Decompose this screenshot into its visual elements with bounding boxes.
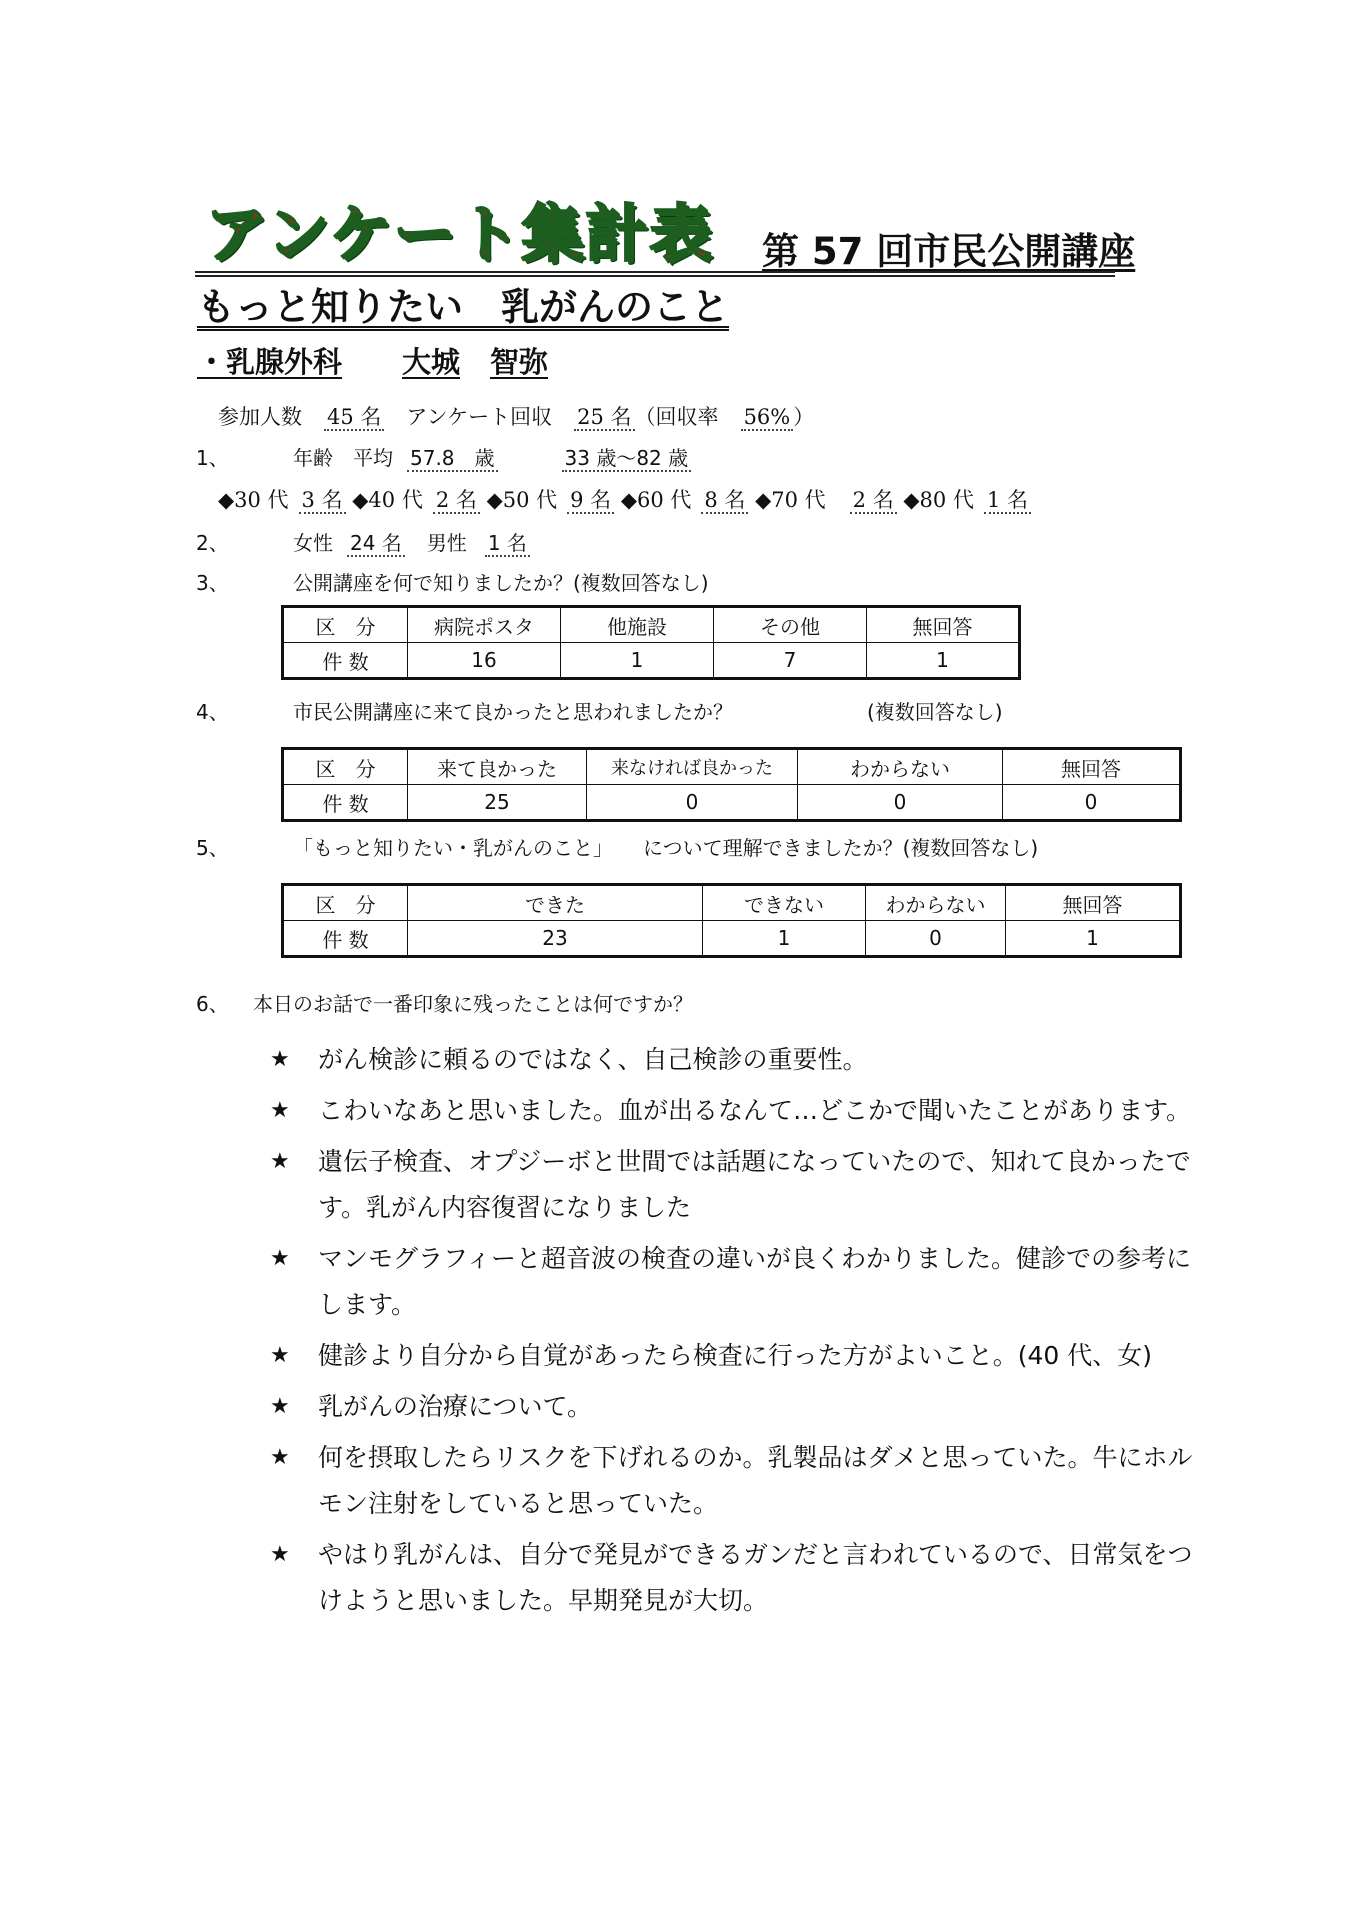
lecture-title: もっと知りたい 乳がんのこと xyxy=(197,285,730,329)
table-row xyxy=(283,921,1181,957)
q1-average: 57.8 歳 xyxy=(407,446,498,472)
table-header: 無回答 xyxy=(867,607,1020,643)
female-label: 女性 xyxy=(293,531,333,555)
list-item xyxy=(270,1435,1200,1527)
table-header: 区 分 xyxy=(283,607,408,643)
q5-question-quote: 「もっと知りたい・乳がんのこと」 xyxy=(293,836,613,860)
row-label: 件 数 xyxy=(283,921,408,957)
q6-number: 6、 xyxy=(196,992,229,1016)
table-cell: 1 xyxy=(561,643,714,679)
q3-table xyxy=(281,605,1021,680)
star-icon: ★ xyxy=(270,1445,290,1470)
speaker xyxy=(197,345,549,379)
star-icon: ★ xyxy=(270,1343,290,1368)
list-item xyxy=(270,1037,1200,1083)
list-item xyxy=(270,1384,1200,1430)
answer-text: こわいなあと思いました。血が出るなんて…どこかで聞いたことがあります。 xyxy=(318,1096,1192,1125)
participation-summary xyxy=(218,407,814,428)
table-header: できた xyxy=(408,885,703,921)
table-row xyxy=(283,643,1020,679)
table-header: 他施設 xyxy=(561,607,714,643)
decade-label: ◆40 代 xyxy=(352,488,423,512)
answer-text: 何を摂取したらリスクを下げれるのか。乳製品はダメと思っていた。牛にホルモン注射をしていると思っていた。 xyxy=(318,1443,1193,1518)
q1-decades xyxy=(218,490,1031,511)
answer-text: マンモグラフィーと超音波の検査の違いが良くわかりました。健診での参考にします。 xyxy=(318,1244,1192,1319)
q4-question: 市民公開講座に来て良かったと思われましたか？ xyxy=(293,700,733,724)
participants-label: 参加人数 xyxy=(218,405,302,429)
speaker-surname: 大城 xyxy=(402,345,461,379)
decade-value: 3 名 xyxy=(299,488,346,514)
female-value: 24 名 xyxy=(347,531,405,557)
star-icon: ★ xyxy=(270,1047,290,1072)
table-row xyxy=(283,785,1181,821)
table-header: 来なければ良かった xyxy=(587,749,798,785)
star-icon: ★ xyxy=(270,1149,290,1174)
list-item xyxy=(270,1333,1200,1379)
list-item xyxy=(270,1088,1200,1134)
answer-text: やはり乳がんは、自分で発見ができるガンだと言われているので、日常気をつけようと思いました。早期発見が大切。 xyxy=(318,1540,1193,1615)
q6-question: 本日のお話で一番印象に残ったことは何ですか？ xyxy=(253,992,693,1016)
answers-list xyxy=(270,1037,1200,1629)
star-icon: ★ xyxy=(270,1542,290,1567)
table-cell: 7 xyxy=(714,643,867,679)
decade-value: 1 名 xyxy=(984,488,1031,514)
decade-value: 9 名 xyxy=(567,488,614,514)
title-divider xyxy=(195,271,1115,277)
row-label: 件 数 xyxy=(283,643,408,679)
decade-label: ◆80 代 xyxy=(903,488,974,512)
q4-note: (複数回答なし) xyxy=(867,700,1003,724)
list-item xyxy=(270,1236,1200,1328)
q1-number: 1、 xyxy=(196,446,229,470)
table-cell: 0 xyxy=(798,785,1003,821)
table-cell: 1 xyxy=(867,643,1020,679)
q5-number: 5、 xyxy=(196,836,229,860)
q4-number: 4、 xyxy=(196,700,229,724)
participants-value: 45 名 xyxy=(324,405,384,431)
table-header: 区 分 xyxy=(283,885,408,921)
table-cell: 1 xyxy=(1006,921,1181,957)
decade-label: ◆30 代 xyxy=(218,488,289,512)
q3-number: 3、 xyxy=(196,571,229,595)
row-label: 件 数 xyxy=(283,785,408,821)
rate-prefix: （回収率 xyxy=(634,405,719,429)
answer-text: 健診より自分から自覚があったら検査に行った方がよいこと。(40 代、女) xyxy=(318,1341,1153,1370)
table-cell: 25 xyxy=(408,785,587,821)
list-item xyxy=(270,1532,1200,1624)
table-header: わからない xyxy=(798,749,1003,785)
table-cell: 0 xyxy=(1003,785,1181,821)
list-item xyxy=(270,1139,1200,1231)
table-cell: 1 xyxy=(703,921,866,957)
main-title: アンケート集計表 xyxy=(205,197,714,270)
survey-value: 25 名 xyxy=(574,405,634,431)
decade-value: 8 名 xyxy=(701,488,748,514)
rate-suffix: ） xyxy=(793,405,815,429)
q1-label: 年齢 平均 xyxy=(293,446,393,470)
q1-range: 33 歳～82 歳 xyxy=(562,446,692,472)
table-header: 無回答 xyxy=(1006,885,1181,921)
answer-text: 乳がんの治療について。 xyxy=(318,1392,593,1421)
star-icon: ★ xyxy=(270,1246,290,1271)
survey-label: アンケート回収 xyxy=(406,405,553,429)
table-header: わからない xyxy=(866,885,1006,921)
q2-number: 2、 xyxy=(196,531,229,555)
q1-age xyxy=(293,448,691,468)
star-icon: ★ xyxy=(270,1394,290,1419)
table-cell: 23 xyxy=(408,921,703,957)
q4-table xyxy=(281,747,1182,822)
table-header: 来て良かった xyxy=(408,749,587,785)
table-header: 区 分 xyxy=(283,749,408,785)
decade-label: ◆60 代 xyxy=(620,488,692,512)
male-label: 男性 xyxy=(426,531,467,555)
table-row xyxy=(283,749,1181,785)
table-row xyxy=(283,885,1181,921)
table-header: 病院ポスタ xyxy=(408,607,561,643)
decade-value: 2 名 xyxy=(850,488,897,514)
table-header: できない xyxy=(703,885,866,921)
star-icon: ★ xyxy=(270,1098,290,1123)
speaker-given-name: 智弥 xyxy=(490,345,549,379)
table-cell: 0 xyxy=(866,921,1006,957)
answer-text: がん検診に頼るのではなく、自己検診の重要性。 xyxy=(318,1045,868,1074)
answer-text: 遺伝子検査、オプジーボと世間では話題になっていたので、知れて良かったです。乳がん内容復習になりました xyxy=(318,1147,1191,1222)
table-cell: 0 xyxy=(587,785,798,821)
table-header: その他 xyxy=(714,607,867,643)
speaker-department: ・乳腺外科 xyxy=(197,345,343,379)
q5-question-rest: について理解できましたか？(複数回答なし) xyxy=(643,836,1039,860)
decade-value: 2 名 xyxy=(433,488,480,514)
lecture-series-title: 第 57 回市民公開講座 xyxy=(762,230,1136,273)
decade-label: ◆70 代 xyxy=(755,488,826,512)
q5-question xyxy=(293,838,1038,858)
q2-gender xyxy=(293,533,530,553)
decade-label: ◆50 代 xyxy=(486,488,558,512)
q5-table xyxy=(281,883,1182,958)
table-header: 無回答 xyxy=(1003,749,1181,785)
male-value: 1 名 xyxy=(485,531,530,557)
rate-value: 56% xyxy=(741,405,794,431)
q3-question: 公開講座を何で知りましたか？(複数回答なし) xyxy=(293,571,709,595)
table-row xyxy=(283,607,1020,643)
table-cell: 16 xyxy=(408,643,561,679)
